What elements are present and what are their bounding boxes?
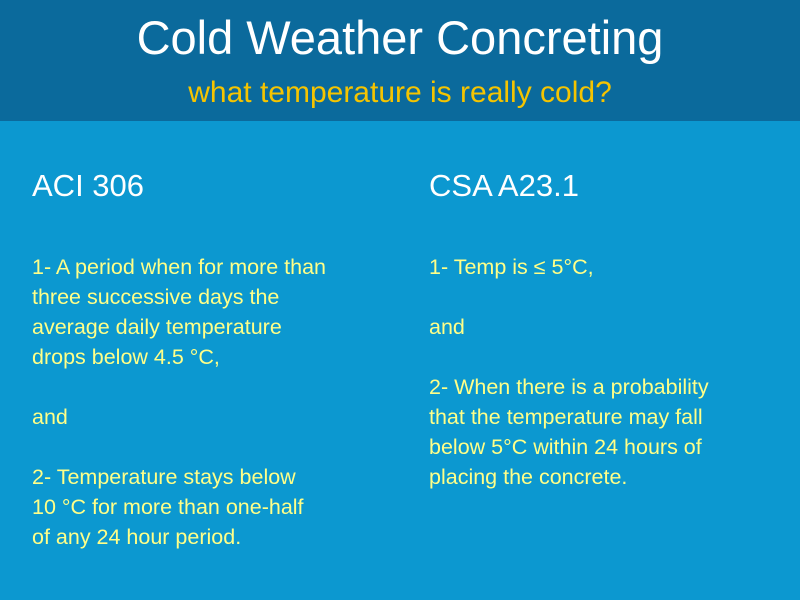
csa-a23-1-line: 1- Temp is ≤ 5°C, [429,255,594,279]
csa-a23-1-line: below 5°C within 24 hours of [429,435,702,459]
aci-306-line: average daily temperature [32,315,282,339]
slide-subtitle: what temperature is really cold? [188,76,612,109]
slide-title: Cold Weather Concreting [136,11,664,64]
aci-306-line [32,432,326,462]
csa-a23-1-heading: CSA A23.1 [429,168,579,203]
aci-306-line: three successive days the [32,285,280,309]
csa-a23-1-line: and [429,315,465,339]
aci-306-line: and [32,405,68,429]
header-band [0,0,800,121]
csa-a23-1-line [429,282,709,312]
csa-a23-1-line: that the temperature may fall [429,405,703,429]
aci-306-line: 1- A period when for more than [32,255,327,279]
aci-306-body [32,252,326,552]
aci-306-line [32,372,326,402]
aci-306-line: of any 24 hour period. [32,525,242,549]
aci-306-line: drops below 4.5 °C, [32,345,220,369]
csa-a23-1-line [429,342,709,372]
csa-a23-1-body [429,252,709,492]
csa-a23-1-line: 2- When there is a probability [429,375,709,399]
aci-306-heading: ACI 306 [32,168,145,203]
aci-306-line: 2- Temperature stays below [32,465,296,489]
aci-306-line: 10 °C for more than one-half [32,495,304,519]
csa-a23-1-line: placing the concrete. [429,465,628,489]
